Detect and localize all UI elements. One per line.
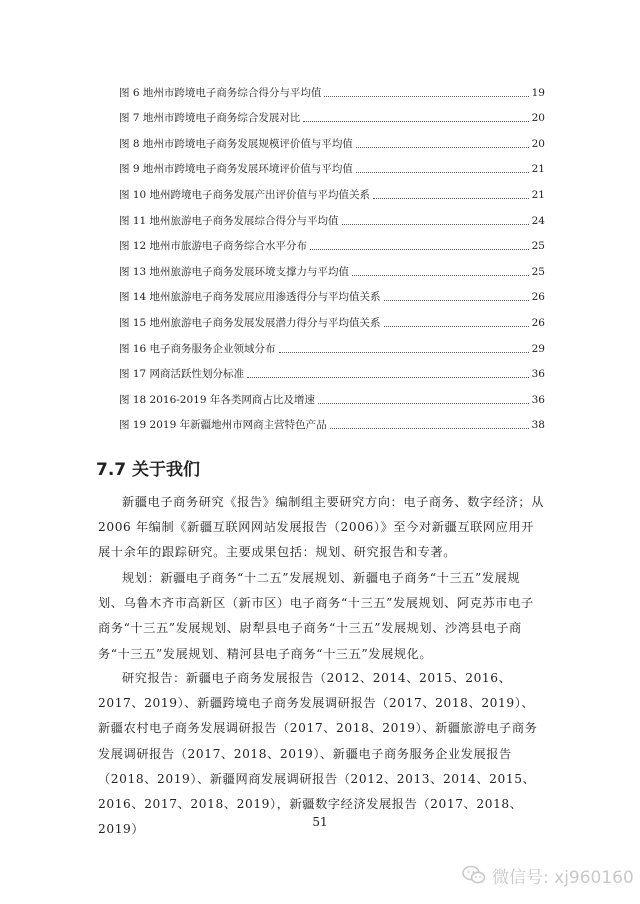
toc-entry-page: 21 [531,188,545,201]
toc-leader-dots [356,147,529,148]
toc-entry-page: 20 [531,137,545,150]
toc-entry[interactable] [119,407,545,433]
toc-entry-label: 图 10 地州跨境电子商务发展产出评价值与平均值关系 [119,188,371,201]
toc-entry-label: 图 7 地州市跨境电子商务综合发展对比 [119,112,301,125]
toc-entry-page: 36 [531,393,545,406]
toc-entry[interactable] [119,253,545,279]
toc-entry-label: 图 14 地州旅游电子商务发展应用渗透得分与平均值关系 [119,291,381,304]
page-number: 51 [312,815,328,829]
toc-entry-label: 图 16 电子商务服务企业领域分布 [119,342,276,355]
toc-entry[interactable] [119,381,545,407]
toc-entry[interactable] [119,228,545,254]
toc-entry[interactable] [119,304,545,330]
toc-entry-label: 图 13 地州旅游电子商务发展环境支撑力与平均值 [119,265,350,278]
toc-entry[interactable] [119,330,545,356]
wechat-watermark [462,862,634,888]
section-heading: 7.7 关于我们 [96,460,201,480]
toc-entry-label: 图 9 地州市跨境电子商务发展环境评价值与平均值 [119,163,353,176]
toc-leader-dots [384,326,529,327]
figure-list [119,74,545,432]
toc-entry[interactable] [119,176,545,202]
toc-entry-page: 36 [531,368,545,381]
toc-entry[interactable] [119,356,545,382]
toc-entry-page: 19 [531,86,545,99]
toc-entry-page: 26 [531,291,545,304]
wechat-icon [462,865,486,885]
reports-paragraph: 研究报告：新疆电子商务发展报告（2012、2014、2015、2016、2017、2019）、新疆跨境电子商务发展调研报告（2017、2018、2019）、新疆农村电子商务发展调研报告（2017、2018、2019）、新疆旅游电子商务发展调研报告（2017、2018、2019）、新疆电子商务服务企业发展报告（2018、2019）、新疆网商发展调研报告（2012、2013、2014、2015、2016、2017、2018、2019），新疆数字经济发展报告（2017、2018、2019） [98,671,538,837]
toc-leader-dots [373,198,529,199]
toc-leader-dots [247,377,529,378]
toc-entry[interactable] [119,74,545,100]
toc-entry-label: 图 11 地州旅游电子商务发展综合得分与平均值 [119,214,339,227]
toc-leader-dots [384,300,529,301]
toc-entry-page: 20 [531,112,545,125]
toc-entry-page: 25 [531,240,545,253]
watermark-text: 微信号: xj960160 [492,867,634,888]
toc-leader-dots [279,352,529,353]
toc-leader-dots [324,96,528,97]
toc-entry-label: 图 8 地州市跨境电子商务发展规模评价值与平均值 [119,137,353,150]
toc-entry-label: 图 17 网商活跃性划分标准 [119,368,245,381]
toc-leader-dots [356,172,529,173]
toc-entry-page: 38 [531,419,545,432]
intro-paragraph: 新疆电子商务研究《报告》编制组主要研究方向：电子商务、数字经济；从 2006 年编制《新疆互联网网站发展报告（2006）》至今对新疆互联网应用开展十余年的跟踪研究。主要成果包括：规划、研究报告和专著。 [98,495,544,560]
toc-entry[interactable] [119,100,545,126]
toc-entry[interactable] [119,279,545,305]
toc-leader-dots [318,403,529,404]
toc-entry[interactable] [119,202,545,228]
toc-entry-label: 图 18 2016-2019 年各类网商占比及增速 [119,393,315,406]
toc-leader-dots [303,121,528,122]
toc-leader-dots [352,275,529,276]
toc-leader-dots [310,249,529,250]
planning-paragraph: 规划：新疆电子商务“十二五”发展规划、新疆电子商务“十三五”发展规划、乌鲁木齐市高新区（新市区）电子商务“十三五”发展规划、阿克苏市电子商务“十三五”发展规划、尉犁县电子商务“十三五”发展规划、沙湾县电子商务“十三五”发展规划、精河县电子商务“十三五”发展规化。 [98,571,534,661]
toc-entry-page: 25 [531,265,545,278]
toc-entry-page: 29 [531,342,545,355]
toc-entry-label: 图 19 2019 年新疆地州市网商主营特色产品 [119,419,327,432]
toc-leader-dots [330,428,529,429]
toc-entry[interactable] [119,125,545,151]
toc-entry-label: 图 6 地州市跨境电子商务综合得分与平均值 [119,86,322,99]
toc-entry-label: 图 15 地州旅游电子商务发展发展潜力得分与平均值关系 [119,316,381,329]
toc-entry-page: 24 [531,214,545,227]
toc-entry[interactable] [119,151,545,177]
toc-entry-label: 图 12 地州市旅游电子商务综合水平分布 [119,240,308,253]
toc-entry-page: 26 [531,316,545,329]
toc-entry-page: 21 [531,163,545,176]
toc-leader-dots [342,224,529,225]
